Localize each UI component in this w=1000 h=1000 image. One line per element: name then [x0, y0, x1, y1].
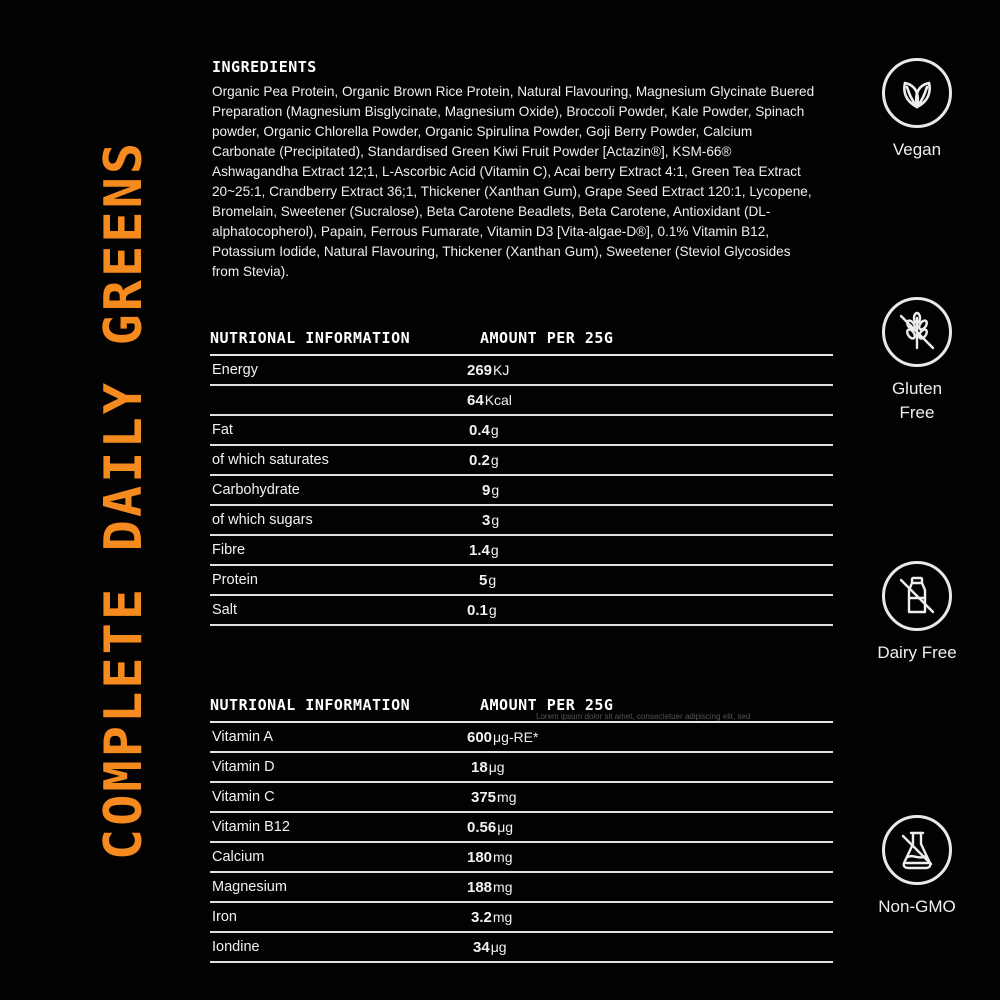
table-row [210, 753, 833, 783]
row-unit: mg [497, 788, 517, 805]
row-value: 0.4 [469, 421, 490, 439]
row-value: 180 [467, 848, 493, 866]
row-value: 188 [467, 878, 493, 896]
row-label: Iron [212, 909, 237, 925]
ingredients-text: Organic Pea Protein, Organic Brown Rice Protein, Natural Flavouring, Magnesium Glycinate Buered Preparation (Magnesium Bisglycinate, Magnesium Oxide), Broccoli Powder, Kale Powder, Spinach powder, Organic Chlorella Powder, Organic Spirulina Powder, Goji Berry Powder, Calcium Carbonate (Precipitated), Standardised Green Kiwi Fruit Powder [Actazin®], KSM-66® Ashwagandha Extract 12;1, L-Ascorbic Acid (Vitamin C), Acai berry Extract 4:1, Green Tea Extract 20~25:1, Crandberry Extract 36;1, Thickener (Xanthan Gum), Grape Seed Extract 120:1, Lycopene, Bromelain, Sweetener (Sucralose), Beta Carotene Beadlets, Beta Carotene, Antioxidant (DL-alphatocopherol), Papain, Ferrous Fumarate, Vitamin D3 [Vita-algae-D®], 0.1% Vitamin B12, Potassium Iodide, Natural Flavouring, Thickener (Xanthan Gum), Sweetener (Steviol Glycosides from Stevia). [212, 84, 815, 279]
row-label: Fat [212, 422, 233, 438]
row-label: Fibre [212, 542, 246, 558]
table-row [210, 843, 833, 873]
row-amount [467, 392, 512, 409]
row-value: 600 [467, 728, 493, 746]
row-amount [467, 849, 512, 866]
row-unit: g [488, 601, 497, 618]
table-row [210, 723, 833, 753]
ingredients-heading: INGREDIENTS [212, 58, 317, 76]
row-label: Vitamin D [212, 759, 275, 775]
row-value: 3.2 [471, 908, 492, 926]
badge-non-gmo-label: Non-GMO [878, 897, 956, 916]
table-row [210, 873, 833, 903]
table-row [210, 356, 833, 386]
nutrition-header-left: NUTRIONAL INFORMATION [210, 329, 411, 347]
milk-bottle-crossed-icon [882, 561, 952, 631]
row-amount [473, 939, 507, 956]
row-amount [482, 512, 499, 529]
table-row [210, 783, 833, 813]
row-value: 0.1 [467, 601, 488, 619]
placeholder-note: Lorem ipsum dolor sit amet, consectetuer adipiscing elit, sed [536, 712, 751, 721]
row-unit: mg [492, 908, 513, 925]
badge-gluten-free [872, 297, 962, 425]
row-amount [471, 759, 505, 776]
badge-vegan-label: Vegan [892, 140, 942, 159]
row-value: 64 [467, 391, 484, 409]
row-amount [469, 452, 499, 469]
row-unit: μg [488, 758, 505, 775]
row-label: Salt [212, 602, 237, 618]
table-row [210, 416, 833, 446]
row-amount [471, 789, 516, 806]
row-amount [471, 909, 512, 926]
side-title-container [88, 40, 160, 960]
row-unit: g [490, 451, 499, 468]
ingredients-section [212, 58, 817, 282]
row-amount [467, 819, 513, 836]
row-unit: g [491, 481, 500, 498]
row-value: 9 [482, 481, 491, 499]
row-value: 0.56 [467, 818, 497, 836]
row-amount [467, 602, 497, 619]
row-unit: g [491, 511, 500, 528]
table-row [210, 903, 833, 933]
row-label: Vitamin C [212, 789, 275, 805]
vitamin-rows [210, 723, 833, 963]
row-value: 269 [467, 361, 493, 379]
row-value: 34 [473, 938, 490, 956]
row-unit: KJ [493, 361, 510, 378]
table-row [210, 386, 833, 416]
row-unit: g [488, 571, 497, 588]
row-unit: mg [493, 848, 513, 865]
table-row [210, 813, 833, 843]
nutrition-rows [210, 356, 833, 626]
row-amount [479, 572, 496, 589]
row-label: Vitamin A [212, 729, 273, 745]
badge-gluten-free-label: Gluten Free [891, 379, 943, 422]
flask-icon [882, 815, 952, 885]
row-value: 5 [479, 571, 488, 589]
badge-vegan [872, 58, 962, 162]
side-title: COMPLETE DAILY GREENS [94, 139, 155, 861]
row-unit: μg [490, 938, 507, 955]
row-amount [467, 879, 512, 896]
nutrition-table-header [210, 328, 833, 348]
leaves-icon [882, 58, 952, 128]
row-label: Calcium [212, 849, 265, 865]
row-unit: Kcal [484, 391, 512, 408]
badge-non-gmo [872, 815, 962, 919]
row-label: Protein [212, 572, 258, 588]
table-row [210, 933, 833, 963]
row-value: 18 [471, 758, 488, 776]
table-row [210, 596, 833, 626]
row-value: 1.4 [469, 541, 490, 559]
row-amount [482, 482, 499, 499]
table-row [210, 566, 833, 596]
row-label: of which saturates [212, 452, 329, 468]
nutrition-header-right: AMOUNT PER 25G [480, 329, 614, 347]
vitamin-header-right: AMOUNT PER 25G [480, 696, 614, 714]
row-label: of which sugars [212, 512, 313, 528]
row-unit: g [490, 421, 499, 438]
row-amount [467, 729, 538, 746]
row-amount [469, 422, 499, 439]
row-label: Energy [212, 362, 258, 378]
table-row [210, 536, 833, 566]
vitamin-header-left: NUTRIONAL INFORMATION [210, 696, 411, 714]
row-amount [469, 542, 499, 559]
row-unit: μg [497, 818, 514, 835]
wheat-crossed-icon [882, 297, 952, 367]
row-label: Carbohydrate [212, 482, 300, 498]
row-unit: mg [493, 878, 513, 895]
table-row [210, 476, 833, 506]
vitamin-table [210, 695, 833, 963]
row-amount [467, 362, 509, 379]
table-row [210, 446, 833, 476]
row-label: Vitamin B12 [212, 819, 290, 835]
table-row [210, 506, 833, 536]
row-value: 0.2 [469, 451, 490, 469]
row-unit: μg-RE* [493, 728, 539, 745]
row-value: 3 [482, 511, 491, 529]
row-value: 375 [471, 788, 497, 806]
badge-dairy-free-label: Dairy Free [877, 643, 957, 662]
badge-dairy-free [872, 561, 962, 665]
row-unit: g [490, 541, 499, 558]
nutrition-table [210, 328, 833, 626]
row-label: Iondine [212, 939, 260, 955]
row-label: Magnesium [212, 879, 287, 895]
